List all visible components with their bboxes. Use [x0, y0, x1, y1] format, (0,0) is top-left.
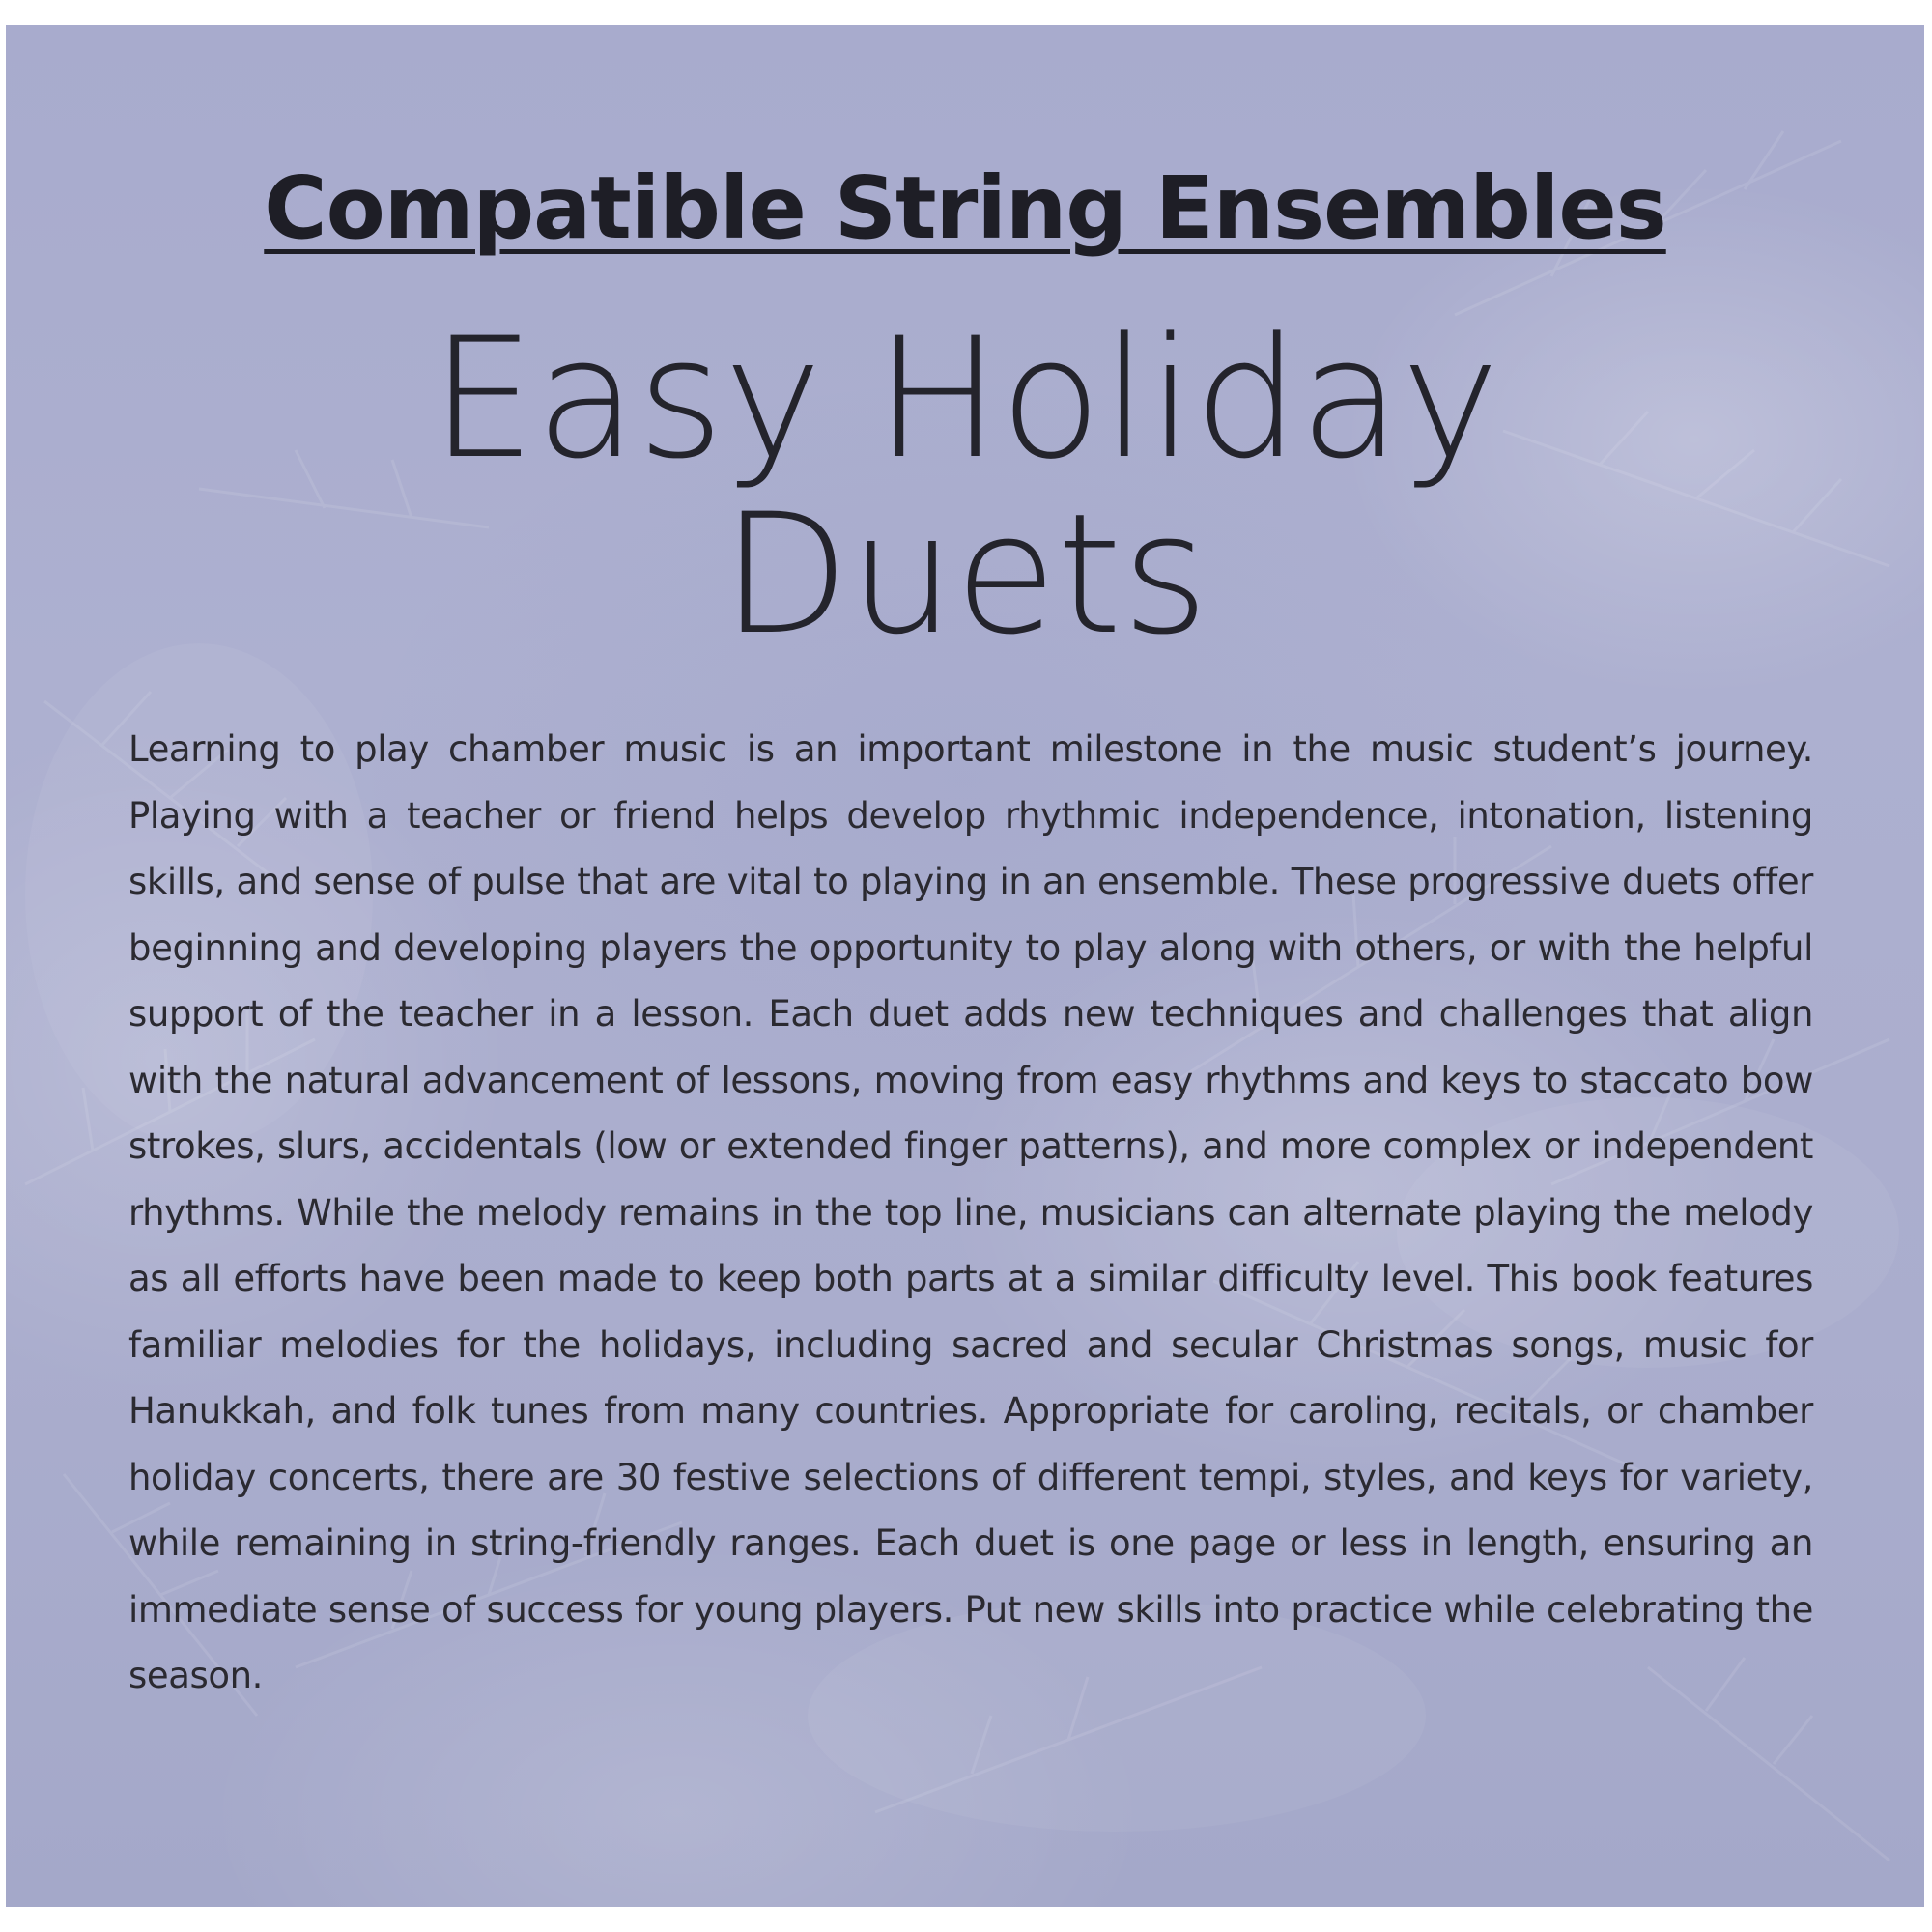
book-cover	[6, 25, 1924, 1907]
series-title-text: Compatible String Ensembles	[264, 157, 1666, 258]
book-title-line-2: Duets	[721, 477, 1209, 671]
book-description: Learning to play chamber music is an important milestone in the music student’s journey. Playing with a teacher or friend helps develop rhythmic independence, intonation, listening skills, and sense of pulse that are vital to playing in an ensemble. These progressive duets offer beginning and developing players the opportunity to play along with others, or with the helpful support of the teacher in a lesson. Each duet adds new techniques and challenges that align with the natural advancement of lessons, moving from easy rhythms and keys to staccato bow strokes, slurs, accidentals (low or extended finger patterns), and more complex or independent rhythms. While the melody remains in the top line, musicians can alternate playing the melody as all efforts have been made to keep both parts at a similar difficulty level. This book features familiar melodies for the holidays, including sacred and secular Christmas songs, music for Hanukkah, and folk tunes from many countries. Appropriate for caroling, recitals, or chamber holiday concerts, there are 30 festive selections of different tempi, styles, and keys for variety, while remaining in string-friendly ranges. Each duet is one page or less in length, ensuring an immediate sense of success for young players. Put new skills into practice while celebrating the season.	[128, 728, 1813, 1696]
series-title	[6, 158, 1924, 257]
book-title	[6, 301, 1924, 671]
book-title-line-1: Easy Holiday	[430, 301, 1500, 496]
